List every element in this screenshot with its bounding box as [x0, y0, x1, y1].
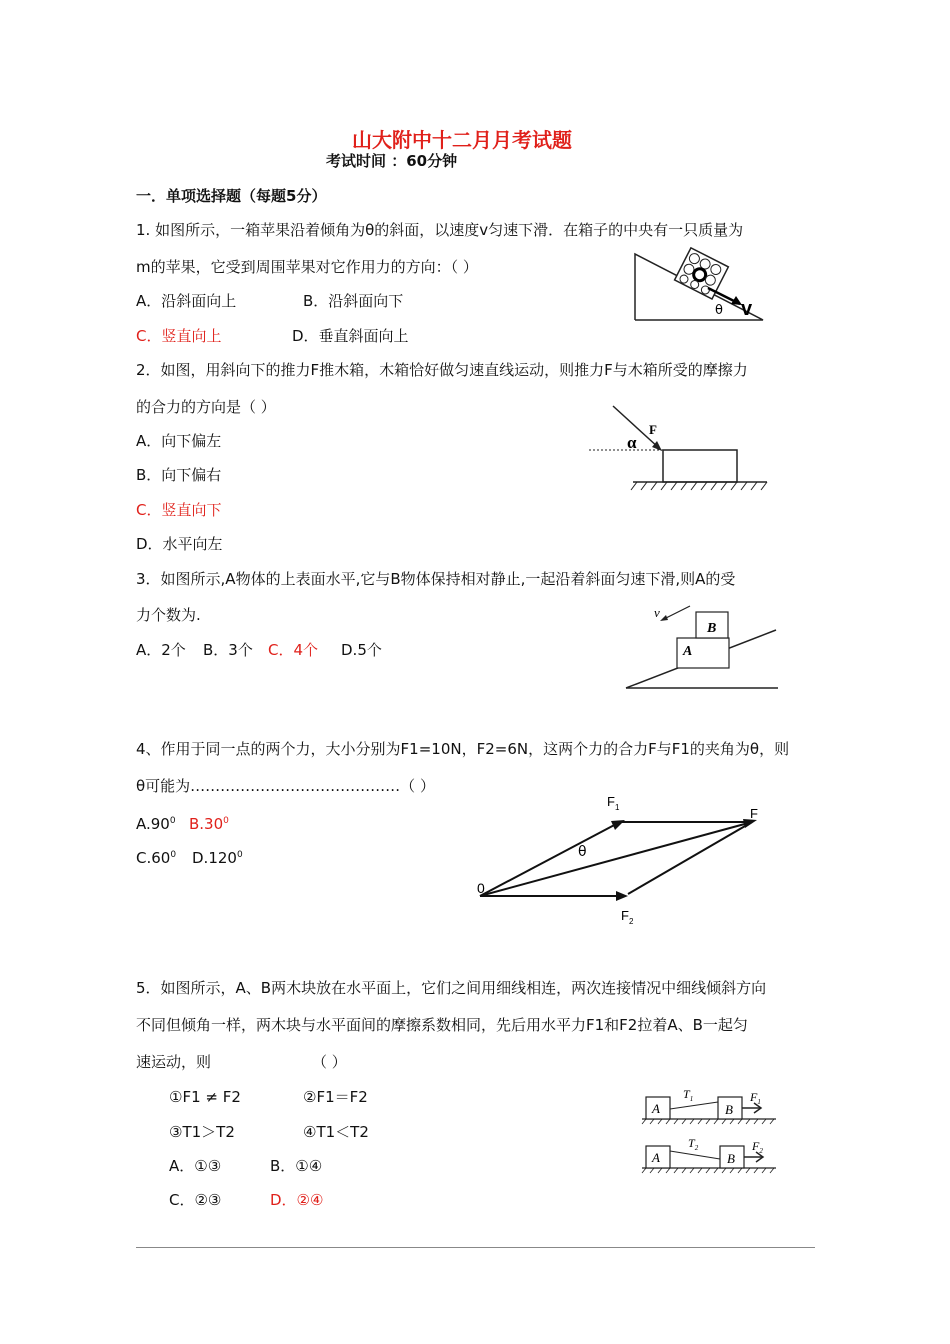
q4-fig-f1-label: $F_1$	[607, 794, 620, 812]
q2-stem-line2: 的合力的方向是（ ）	[136, 398, 276, 416]
q2-push-box-figure	[585, 402, 775, 494]
q1-option-c: C．竖直向上	[136, 327, 222, 345]
q1-option-b: B．沿斜面向下	[303, 292, 404, 310]
q4-fig-theta-label: θ	[578, 844, 587, 860]
q2-stem-line1: 2．如图，用斜向下的推力F推木箱，木箱恰好做匀速直线运动，则推力F与木箱所受的摩擦力	[136, 361, 748, 379]
q1-incline-figure	[630, 242, 770, 327]
q5-fig1-f-label: $F_1$	[750, 1090, 761, 1106]
page-title: 山大附中十二月月考试题	[352, 128, 572, 152]
q4-option-a: $A.90^0$	[136, 815, 176, 833]
footer-divider	[136, 1247, 815, 1248]
q3-fig-b-label: B	[707, 621, 717, 636]
q1-stem-line2: m的苹果，它受到周围苹果对它作用力的方向：（ ）	[136, 258, 478, 276]
q5-fig2-a-label: A	[652, 1150, 660, 1165]
q2-option-b: B．向下偏右	[136, 466, 222, 484]
q4-option-d: D.120$^0$	[192, 849, 243, 867]
q5-stem-line2: 不同但倾角一样，两木块与水平面间的摩擦系数相同，先后用水平力F1和F2拉着A、B一起匀	[136, 1016, 748, 1034]
q5-stem-line1: 5．如图所示，A、B两木块放在水平面上，它们之间用细线相连，两次连接情况中细线倾斜方向	[136, 979, 767, 997]
q3-option-b: B．3个	[203, 641, 253, 659]
q3-stem-line2: 力个数为.	[136, 606, 201, 624]
q3-blocks-incline-figure	[620, 598, 785, 694]
q5-option-c: C．②③	[169, 1191, 222, 1209]
q2-fig-f-label: F	[649, 422, 657, 437]
q1-stem-line1: 1. 如图所示，一箱苹果沿着倾角为θ的斜面，以速度v匀速下滑．在箱子的中央有一只质量为	[136, 221, 744, 239]
q3-option-c: C．4个	[268, 641, 319, 659]
q5-fig1-t-label: $T_1$	[683, 1087, 694, 1103]
q4-stem-line2: θ可能为……………………………………（ ）	[136, 777, 435, 795]
q4-fig-f2-label: $F_2$	[621, 908, 634, 925]
q1-option-d: D．垂直斜面向上	[292, 327, 409, 345]
q5-stem-line3: 速运动，则	[136, 1053, 212, 1071]
q4-fig-f-label: F	[750, 806, 758, 821]
q5-option-d: D．②④	[270, 1191, 324, 1209]
q2-fig-alpha-label: α	[627, 433, 637, 452]
q2-option-d: D．水平向左	[136, 535, 223, 553]
q2-option-a: A．向下偏左	[136, 432, 222, 450]
q5-fig2-b-label: B	[727, 1151, 735, 1166]
q1-option-a: A．沿斜面向上	[136, 292, 237, 310]
q5-statement-3: ③T1＞T2	[169, 1123, 235, 1141]
q5-statement-2: ②F1＝F2	[303, 1088, 368, 1106]
q4-fig-origin-label: 0	[477, 880, 485, 896]
q4-option-b: $B.30^0$	[189, 815, 229, 833]
q5-fig1-b-label: B	[725, 1102, 733, 1117]
section-heading: 一．单项选择题（每题5分）	[136, 187, 327, 205]
q1-fig-theta-label: θ	[715, 303, 723, 318]
q1-fig-v-label: v	[741, 298, 753, 320]
q5-statement-1: ①F1 ≠ F2	[169, 1088, 241, 1106]
q5-option-b: B．①④	[270, 1157, 323, 1175]
q3-fig-a-label: A	[683, 644, 693, 659]
q4-force-parallelogram-figure	[470, 790, 770, 925]
q3-stem-line1: 3．如图所示,A物体的上表面水平,它与B物体保持相对静止,一起沿着斜面匀速下滑,则A的受	[136, 570, 736, 588]
q5-option-a: A．①③	[169, 1157, 222, 1175]
q5-answer-paren: （ ）	[312, 1053, 347, 1071]
q5-two-blocks-figure	[638, 1085, 783, 1177]
q5-fig2-f-label: $F_2$	[752, 1139, 763, 1155]
q4-stem-line1: 4、作用于同一点的两个力，大小分别为F1=10N，F2=6N，这两个力的合力F与F1的夹角为θ，则	[136, 740, 790, 758]
q5-statement-4: ④T1＜T2	[303, 1123, 369, 1141]
q5-fig2-t-label: $T_2$	[688, 1136, 699, 1152]
q3-option-d: D.5个	[341, 641, 382, 659]
q2-option-c: C．竖直向下	[136, 501, 222, 519]
exam-time: 考试时间 ：60分钟	[326, 152, 458, 170]
q3-option-a: A．2个	[136, 641, 186, 659]
q5-fig1-a-label: A	[652, 1101, 660, 1116]
q3-fig-v-label: v	[654, 605, 660, 620]
q4-option-c: $C.60^0$	[136, 849, 177, 867]
